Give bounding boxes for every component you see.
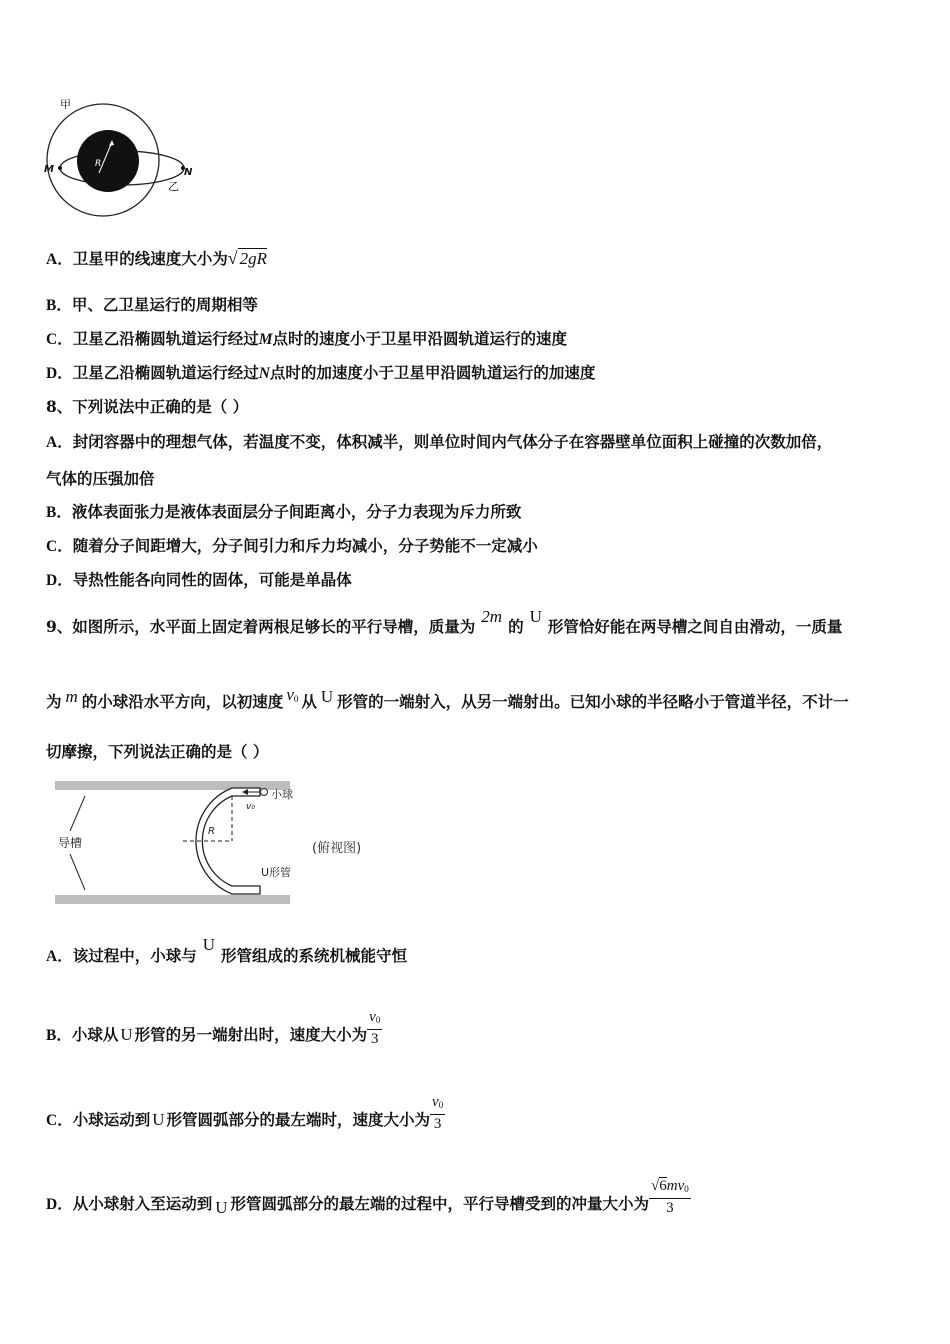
- view-label: (俯视图): [312, 841, 362, 856]
- label-jia: 甲: [60, 98, 71, 111]
- q9-stem-line2: 为 m 的小球沿水平方向，以初速度 $v_0$ 从 U 形管的一端射入，从另一端射出。已知小球的半径略小于管道半径，不计一: [46, 685, 849, 711]
- v0-symbol: $v_0$: [286, 685, 299, 704]
- u-tube-figure: [50, 778, 390, 908]
- ball: [261, 789, 268, 796]
- q8-option-a: A．封闭容器中的理想气体，若温度不变，体积减半，则单位时间内气体分子在容器壁单位面积上碰撞的次数加倍，: [46, 432, 833, 451]
- label-N: N: [184, 167, 193, 178]
- q9-option-c: C．小球运动到 U 形管圆弧部分的最左端时，速度大小为 $\frac{v_0}{3}$: [46, 1094, 444, 1132]
- guide-rail-bottom: [55, 895, 290, 904]
- guide-label: 导槽: [58, 836, 83, 850]
- q8-stem: 8、下列说法中正确的是（ ）: [46, 397, 249, 416]
- fraction-sqrt6-mv0-over-3: $\frac{√6mv_0}{3}$: [651, 1178, 689, 1216]
- satellite-orbit-figure: [40, 95, 200, 225]
- q9-stem-line1: 9、如图所示，水平面上固定着两根足够长的平行导槽，质量为2m的U形管恰好能在两导槽之间自由滑动，一质量: [46, 607, 843, 636]
- fraction-v0-over-3-c: $\frac{v_0}{3}$: [432, 1094, 444, 1132]
- guide-pointer-top: [70, 796, 85, 831]
- q9-stem-line3: 切摩擦，下列说法正确的是（ ）: [46, 742, 269, 761]
- q9-option-b: B．小球从 U 形管的另一端射出时，速度大小为 $\frac{v_0}{3}$: [46, 1009, 381, 1047]
- sqrt-2gR: √ 2gR: [227, 248, 267, 268]
- q8-option-a-cont: 气体的压强加倍: [46, 469, 155, 488]
- q7-option-a: A．卫星甲的线速度大小为√ 2gR: [46, 248, 267, 268]
- q7-option-b: B．甲、乙卫星运行的周期相等: [46, 295, 258, 314]
- q7-option-c: C．卫星乙沿椭圆轨道运行经过M点时的速度小于卫星甲沿圆轨道运行的速度: [46, 329, 568, 348]
- ball-label: 小球: [271, 788, 293, 801]
- v0-label: v₀: [246, 802, 255, 812]
- q8-option-d: D．导热性能各向同性的固体，可能是单晶体: [46, 570, 352, 589]
- label-M: M: [44, 164, 54, 175]
- q9-option-d: D．从小球射入至运动到 U 形管圆弧部分的最左端的过程中，平行导槽受到的冲量大小为 $\frac{√6mv_0}{3}$: [46, 1178, 689, 1217]
- label-yi: 乙: [168, 180, 179, 193]
- radius-R-label: R: [208, 826, 215, 837]
- radius-label: R: [95, 159, 102, 169]
- q9-option-a: A．该过程中，小球与U形管组成的系统机械能守恒: [46, 935, 408, 965]
- q7-option-d: D．卫星乙沿椭圆轨道运行经过N点时的加速度小于卫星甲沿圆轨道运行的加速度: [46, 363, 596, 382]
- q8-option-b: B．液体表面张力是液体表面层分子间距离小，分子力表现为斥力所致: [46, 502, 522, 521]
- guide-pointer-bottom: [70, 854, 85, 890]
- point-M: [58, 166, 62, 170]
- q8-option-c: C．随着分子间距增大，分子间引力和斥力均减小，分子势能不一定减小: [46, 536, 538, 555]
- fraction-v0-over-3-b: $\frac{v_0}{3}$: [369, 1009, 381, 1047]
- utube-label: U形管: [261, 866, 292, 879]
- planet: [77, 130, 139, 192]
